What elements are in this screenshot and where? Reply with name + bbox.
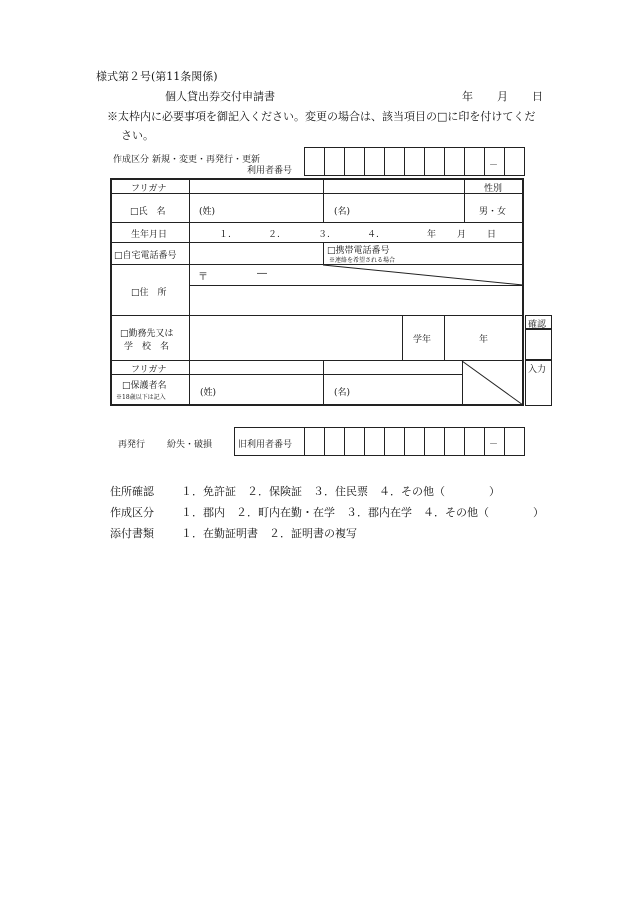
surname-field[interactable]: (姓) bbox=[199, 207, 216, 217]
given-name-field[interactable]: (名) bbox=[334, 207, 351, 217]
address-confirm-label: 住所確認 bbox=[110, 485, 154, 498]
date-day-label: 日 bbox=[532, 90, 543, 103]
date-month-label: 月 bbox=[497, 90, 508, 103]
dob-year-label: 年 bbox=[427, 230, 437, 240]
input-label: 入力 bbox=[528, 365, 547, 375]
reissue-reason[interactable]: 紛失・破損 bbox=[167, 440, 213, 450]
footer-category-label: 作成区分 bbox=[110, 506, 154, 519]
dob-era-2[interactable]: ２. bbox=[268, 230, 280, 240]
grade-label: 学年 bbox=[413, 335, 432, 345]
confirm-label: 確認 bbox=[528, 320, 547, 330]
work-school-label-2: 学 校 名 bbox=[124, 342, 170, 352]
dob-era-4[interactable]: ４. bbox=[367, 230, 379, 240]
mobile-phone-field[interactable] bbox=[406, 243, 522, 263]
gender-label: 性別 bbox=[484, 184, 503, 194]
footer-category-options[interactable]: １．郡内 ２．町内在勤・在学 ３．郡内在学 ４．その他（ ） bbox=[181, 506, 544, 519]
address-field[interactable] bbox=[190, 286, 522, 314]
dob-day-label: 日 bbox=[487, 230, 497, 240]
mobile-phone-label: □携帯電話番号 bbox=[327, 246, 390, 256]
guardian-name-label: □保護者名 bbox=[122, 381, 167, 391]
postal-dash: ― bbox=[257, 268, 267, 279]
furigana-label: フリガナ bbox=[131, 184, 167, 194]
grade-year-label: 年 bbox=[479, 335, 489, 345]
guardian-given-field[interactable]: (名) bbox=[334, 388, 351, 398]
attachments-options[interactable]: １．在勤証明書 ２．証明書の複写 bbox=[181, 527, 357, 540]
category-options[interactable]: 新規・変更・再発行・更新 bbox=[152, 155, 261, 165]
page-title: 個人貸出券交付申請書 bbox=[165, 90, 275, 103]
guardian-note: ※18歳以下は記入 bbox=[116, 394, 166, 401]
user-number-dash: － bbox=[489, 161, 499, 171]
work-school-field[interactable] bbox=[190, 316, 401, 359]
confirm-stamp-box[interactable] bbox=[525, 329, 552, 360]
old-user-number-label: 旧利用者番号 bbox=[238, 440, 293, 450]
reissue-label: 再発行 bbox=[118, 440, 146, 450]
dob-era-1[interactable]: １. bbox=[219, 230, 231, 240]
guardian-surname-field[interactable]: (姓) bbox=[200, 388, 217, 398]
postal-mark: 〒 bbox=[198, 272, 208, 283]
home-phone-label: □自宅電話番号 bbox=[114, 251, 177, 261]
instruction-line-1: ※太枠内に必要事項を御記入ください。変更の場合は、該当項目の□に印を付けてくだ bbox=[107, 110, 536, 123]
gender-options[interactable]: 男・女 bbox=[479, 207, 507, 217]
home-phone-field[interactable] bbox=[190, 243, 322, 263]
attachments-label: 添付書類 bbox=[110, 527, 154, 540]
user-number-label: 利用者番号 bbox=[247, 166, 293, 176]
date-year-label: 年 bbox=[462, 90, 473, 103]
category-label: 作成区分 bbox=[113, 155, 150, 165]
work-school-label-1: □勤務先又は bbox=[120, 329, 174, 339]
form-number: 様式第２号(第11条関係) bbox=[96, 70, 218, 83]
address-confirm-options[interactable]: １．免許証 ２．保険証 ３．住民票 ４．その他（ ） bbox=[181, 485, 500, 498]
dob-label: 生年月日 bbox=[131, 230, 168, 240]
dob-month-label: 月 bbox=[457, 230, 467, 240]
address-label: □住 所 bbox=[131, 288, 167, 298]
name-label: □氏 名 bbox=[130, 207, 166, 217]
guardian-furigana-label: フリガナ bbox=[131, 365, 167, 375]
mobile-phone-note: ※連絡を希望される場合 bbox=[329, 257, 396, 264]
old-user-number-dash: － bbox=[489, 440, 499, 450]
dob-era-3[interactable]: ３. bbox=[318, 230, 330, 240]
instruction-line-2: さい。 bbox=[121, 129, 154, 142]
